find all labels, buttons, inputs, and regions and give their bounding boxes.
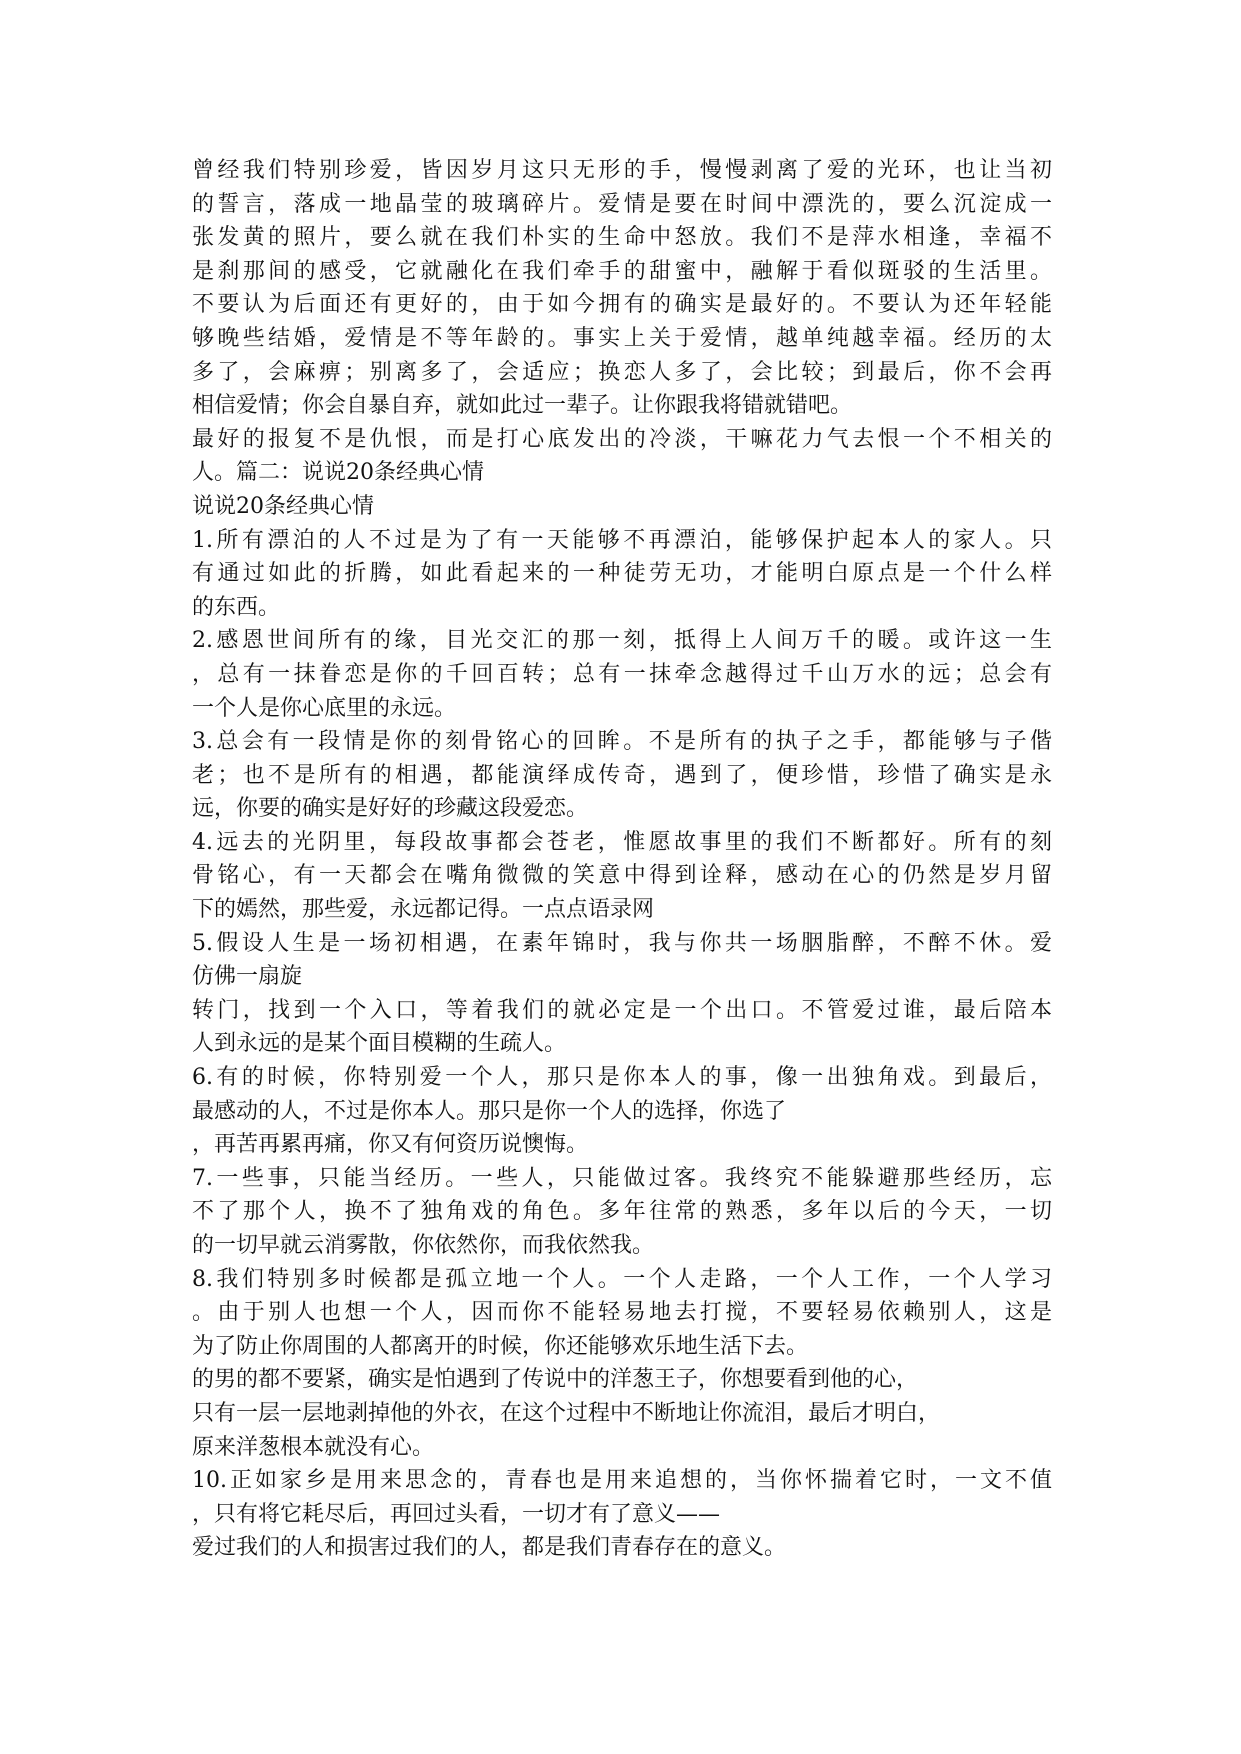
text-line: 一个人是你心底里的永远。 (192, 695, 457, 721)
document-body (192, 154, 1052, 1565)
text-line: ，总有一抹眷恋是你的千回百转；总有一抹牵念越得过千山万水的远；总会有 (192, 661, 1052, 687)
text-line: 是刹那间的感受，它就融化在我们牵手的甜蜜中，融解于看似斑驳的生活里。 (192, 258, 1052, 284)
text-line: 最好的报复不是仇恨，而是打心底发出的冷淡，干嘛花力气去恨一个不相关的 (192, 426, 1052, 452)
text-line: 的誓言，落成一地晶莹的玻璃碎片。爱情是要在时间中漂洗的，要么沉淀成一 (192, 191, 1052, 217)
text-line: 的男的都不要紧，确实是怕遇到了传说中的洋葱王子，你想要看到他的心， (192, 1367, 919, 1393)
text-line: 多了，会麻痹；别离多了，会适应；换恋人多了，会比较；到最后，你不会再 (192, 359, 1052, 385)
text-line: 张发黄的照片，要么就在我们朴实的生命中怒放。我们不是萍水相逢，幸福不 (192, 225, 1052, 251)
text-line: 转门，找到一个入口，等着我们的就必定是一个出口。不管爱过谁，最后陪本 (192, 997, 1052, 1023)
text-line: 的一切早就云消雾散，你依然你，而我依然我。 (192, 1233, 655, 1258)
text-line: 只有一层一层地剥掉他的外衣，在这个过程中不断地让你流泪，最后才明白， (192, 1400, 941, 1426)
text-line: 相信爱情；你会自暴自弃，就如此过一辈子。让你跟我将错就错吧。 (192, 393, 853, 419)
text-line: 6.有的时候，你特别爱一个人，那只是你本人的事，像一出独角戏。到最后， (192, 1065, 1052, 1091)
text-line: 人。篇二：说说20条经典心情 (192, 460, 484, 486)
text-line: 最感动的人，不过是你本人。那只是你一个人的选择，你选了 (192, 1098, 787, 1124)
text-line: 有通过如此的折腾，如此看起来的一种徒劳无功，才能明白原点是一个什么样 (192, 561, 1052, 587)
text-line: 。由于别人也想一个人，因而你不能轻易地去打搅，不要轻易依赖别人，这是 (192, 1300, 1052, 1326)
text-line: 曾经我们特别珍爱，皆因岁月这只无形的手，慢慢剥离了爱的光环，也让当初 (192, 158, 1052, 183)
text-line: 下的嫣然，那些爱，永远都记得。一点点语录网 (192, 897, 655, 923)
text-line: 5.假设人生是一场初相遇，在素年锦时，我与你共一场胭脂醉，不醉不休。爱 (192, 930, 1052, 956)
text-line: 10.正如家乡是用来思念的，青春也是用来追想的，当你怀揣着它时，一文不值 (192, 1468, 1052, 1494)
text-line: 老；也不是所有的相遇，都能演绎成传奇，遇到了，便珍惜，珍惜了确实是永 (192, 762, 1052, 788)
text-line: 7.一些事，只能当经历。一些人，只能做过客。我终究不能躲避那些经历，忘 (192, 1165, 1052, 1191)
text-line: 8.我们特别多时候都是孤立地一个人。一个人走路，一个人工作，一个人学习 (192, 1266, 1052, 1292)
text-line: 2.感恩世间所有的缘，目光交汇的那一刻，抵得上人间万千的暖。或许这一生 (192, 628, 1052, 654)
text-line: 1.所有漂泊的人不过是为了有一天能够不再漂泊，能够保护起本人的家人。只 (192, 527, 1052, 553)
text-line: ，只有将它耗尽后，再回过头看，一切才有了意义—— (192, 1501, 721, 1527)
text-line: 爱过我们的人和损害过我们的人，都是我们青春存在的意义。 (192, 1535, 787, 1561)
section-heading: 说说20条经典心情 (192, 493, 374, 519)
text-line: 够晚些结婚，爱情是不等年龄的。事实上关于爱情，越单纯越幸福。经历的太 (192, 325, 1052, 351)
text-line: 原来洋葱根本就没有心。 (192, 1434, 435, 1460)
text-line: 人到永远的是某个面目模糊的生疏人。 (192, 1031, 567, 1057)
text-line: 为了防止你周围的人都离开的时候，你还能够欢乐地生活下去。 (192, 1333, 809, 1359)
text-line: 远，你要的确实是好好的珍藏这段爱恋。 (192, 796, 589, 822)
text-line: ，再苦再累再痛，你又有何资历说懊悔。 (192, 1132, 589, 1158)
text-line: 不了那个人，换不了独角戏的角色。多年往常的熟悉，多年以后的今天，一切 (192, 1199, 1052, 1225)
text-line: 骨铭心，有一天都会在嘴角微微的笑意中得到诠释，感动在心的仍然是岁月留 (192, 863, 1052, 889)
text-line: 仿佛一扇旋 (192, 964, 303, 990)
text-line: 不要认为后面还有更好的，由于如今拥有的确实是最好的。不要认为还年轻能 (192, 292, 1052, 318)
text-line: 的东西。 (192, 594, 281, 620)
text-line: 4.远去的光阴里，每段故事都会苍老，惟愿故事里的我们不断都好。所有的刻 (192, 829, 1052, 855)
text-line: 3.总会有一段情是你的刻骨铭心的回眸。不是所有的执子之手，都能够与子偕 (192, 729, 1052, 755)
